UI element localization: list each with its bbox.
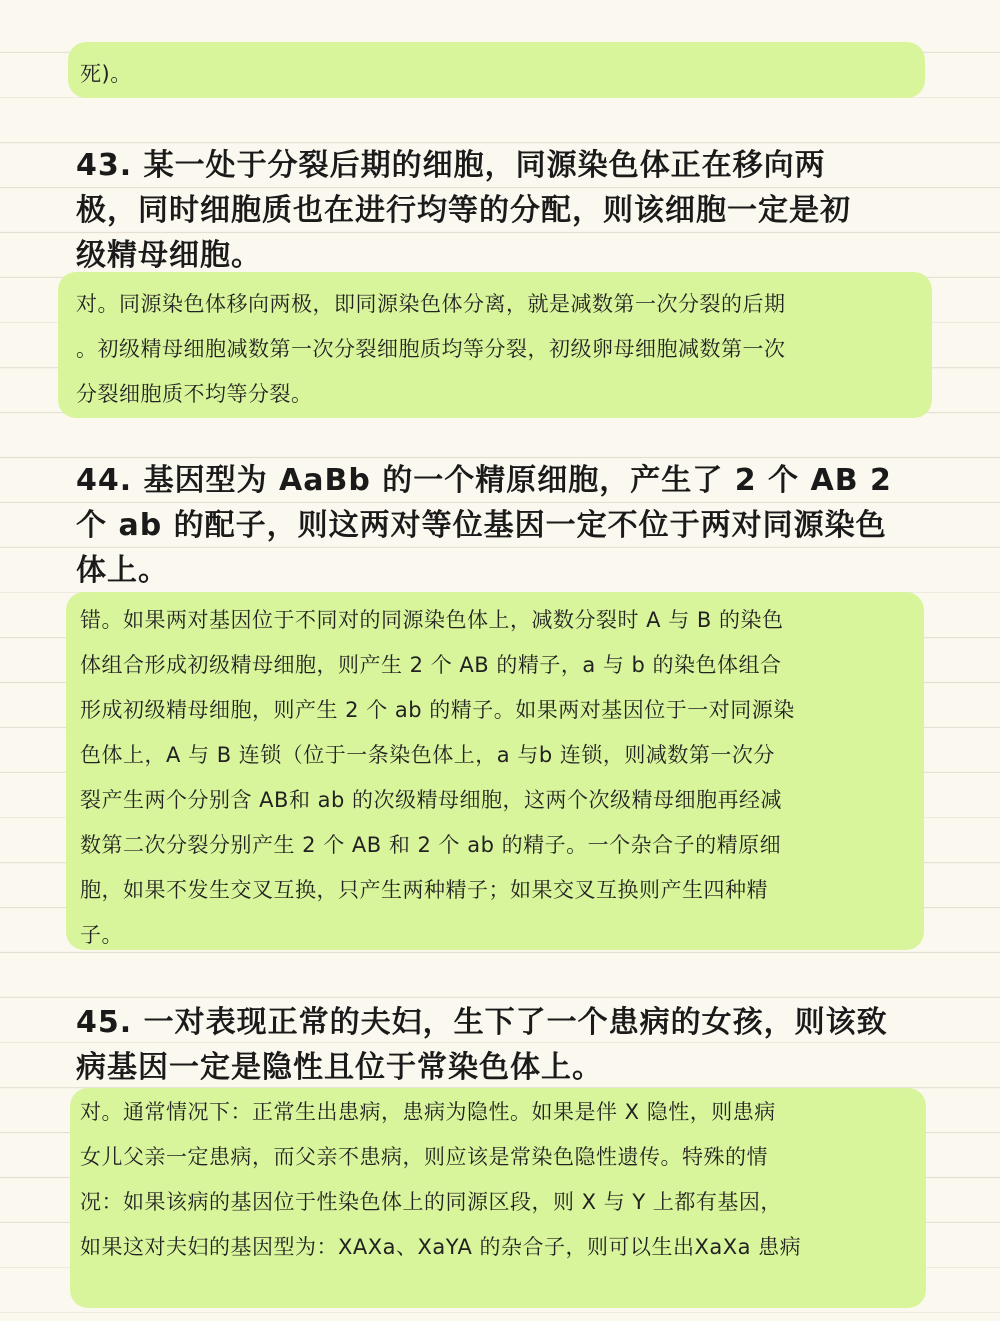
question-43: 43. 某一处于分裂后期的细胞，同源染色体正在移向两 极，同时细胞质也在进行均等的分配，则该细胞一定是初 级精母细胞。 bbox=[76, 148, 851, 273]
question-44: 44. 基因型为 AaBb 的一个精原细胞，产生了 2 个 AB 2 个 ab 的配子，则这两对等位基因一定不位于两对同源染色 体上。 bbox=[76, 463, 892, 588]
answer-44: 错。如果两对基因位于不同对的同源染色体上，减数分裂时 A 与 B 的染色 体组合形成初级精母细胞，则产生 2 个 AB 的精子，a 与 b 的染色体组合 形成初级精母细胞，则产生 2 个 ab 的精子。如果两对基因位于一对同源染 色体上，A 与 B 连锁（位于一条染色体上，a 与b 连锁，则减数第一次分 裂产生两个分别含 AB和 ab 的次级精母细胞，这两个次级精母细胞再经减 数第二次分裂分别产生 2 个 AB 和 2 个 ab 的精子。一个杂合子的精原细 胞，如果不发生交叉互换，只产生两种精子；如果交叉互换则产生四种精 子。 bbox=[80, 608, 795, 947]
question-45: 45. 一对表现正常的夫妇，生下了一个患病的女孩，则该致 病基因一定是隐性且位于常染色体上。 bbox=[76, 1005, 888, 1085]
answer-42-continuation: 死)。 bbox=[80, 62, 132, 86]
answer-43: 对。同源染色体移向两极，即同源染色体分离，就是减数第一次分裂的后期 。初级精母细胞减数第一次分裂细胞质均等分裂，初级卵母细胞减数第一次 分裂细胞质不均等分裂。 bbox=[76, 292, 786, 406]
answer-45: 对。通常情况下：正常生出患病，患病为隐性。如果是伴 X 隐性，则患病 女儿父亲一定患病，而父亲不患病，则应该是常染色隐性遗传。特殊的情 况：如果该病的基因位于性染色体上的同源区段，则 X 与 Y 上都有基因， 如果这对夫妇的基因型为：XAXa、XaYA 的杂合子，则可以生出XaXa 患病 bbox=[80, 1100, 802, 1259]
